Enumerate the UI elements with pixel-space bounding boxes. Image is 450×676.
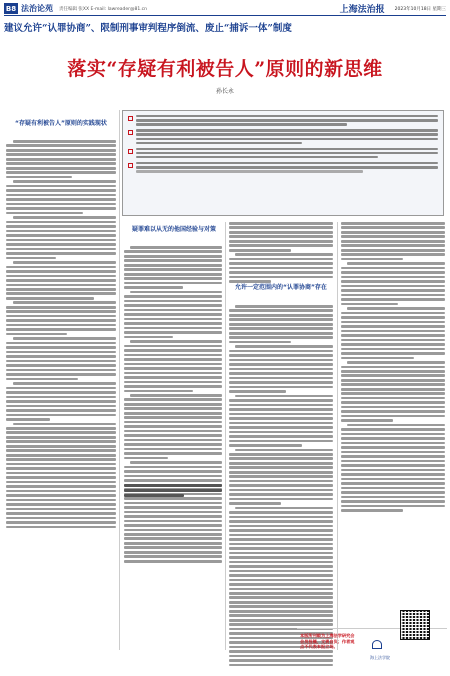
body-text-column-1 <box>6 140 116 528</box>
abstract-item <box>128 115 438 126</box>
school-name: 海上法学院 <box>370 655 390 660</box>
school-logo <box>366 640 388 654</box>
paper-name: 上海法治报 <box>339 5 385 15</box>
issue-date: 2023年10月18日 星期三 <box>394 6 446 12</box>
abstract-item <box>128 129 438 144</box>
emphasis-line <box>124 494 184 497</box>
article-topic: 建议允许“认罪协商”、限制刑事审判程序倒流、废止“捕诉一体”制度 <box>4 23 292 34</box>
body-text-column-2 <box>124 246 222 563</box>
editor-info: 责任编辑 张XX E-mail: lawreader@81.cn <box>59 6 148 12</box>
section-name: 法治论苑 <box>21 4 53 13</box>
article-headline: 落实“存疑有利被告人”原则的新思维 <box>67 58 383 80</box>
emphasis-line <box>124 484 222 487</box>
page-badge: B8 <box>5 4 17 13</box>
abstract-item <box>128 148 438 159</box>
qr-code-icon <box>400 610 430 640</box>
column-divider <box>337 222 338 650</box>
abstract-item <box>128 162 438 173</box>
body-text-column-4 <box>341 222 445 512</box>
article-author: 孙长永 <box>215 88 234 95</box>
subhead-practice: “存疑有利被告人”原则的实践现状 <box>15 120 107 127</box>
bullet-square-icon <box>128 149 133 154</box>
body-text-column-3b <box>229 305 333 666</box>
abstract-box <box>122 110 444 216</box>
subhead-foreign-experience: 疑罪难以从无的他国经验与对策 <box>131 226 216 233</box>
bullet-square-icon <box>128 163 133 168</box>
bullet-square-icon <box>128 116 133 121</box>
column-divider <box>119 110 120 650</box>
bullet-square-icon <box>128 130 133 135</box>
masthead <box>4 2 446 16</box>
subhead-plea-negotiation: 允许一定范围内的“认罪协商”存在 <box>235 284 327 291</box>
school-emblem-icon <box>372 640 382 649</box>
column-divider <box>225 222 226 650</box>
body-text-column-3 <box>229 222 333 283</box>
footer-note: 本版所刊载为上海法学研究会会员投稿，文责自负；作者观点不代表本报立场。 <box>300 633 355 650</box>
emphasis-line <box>124 489 222 492</box>
